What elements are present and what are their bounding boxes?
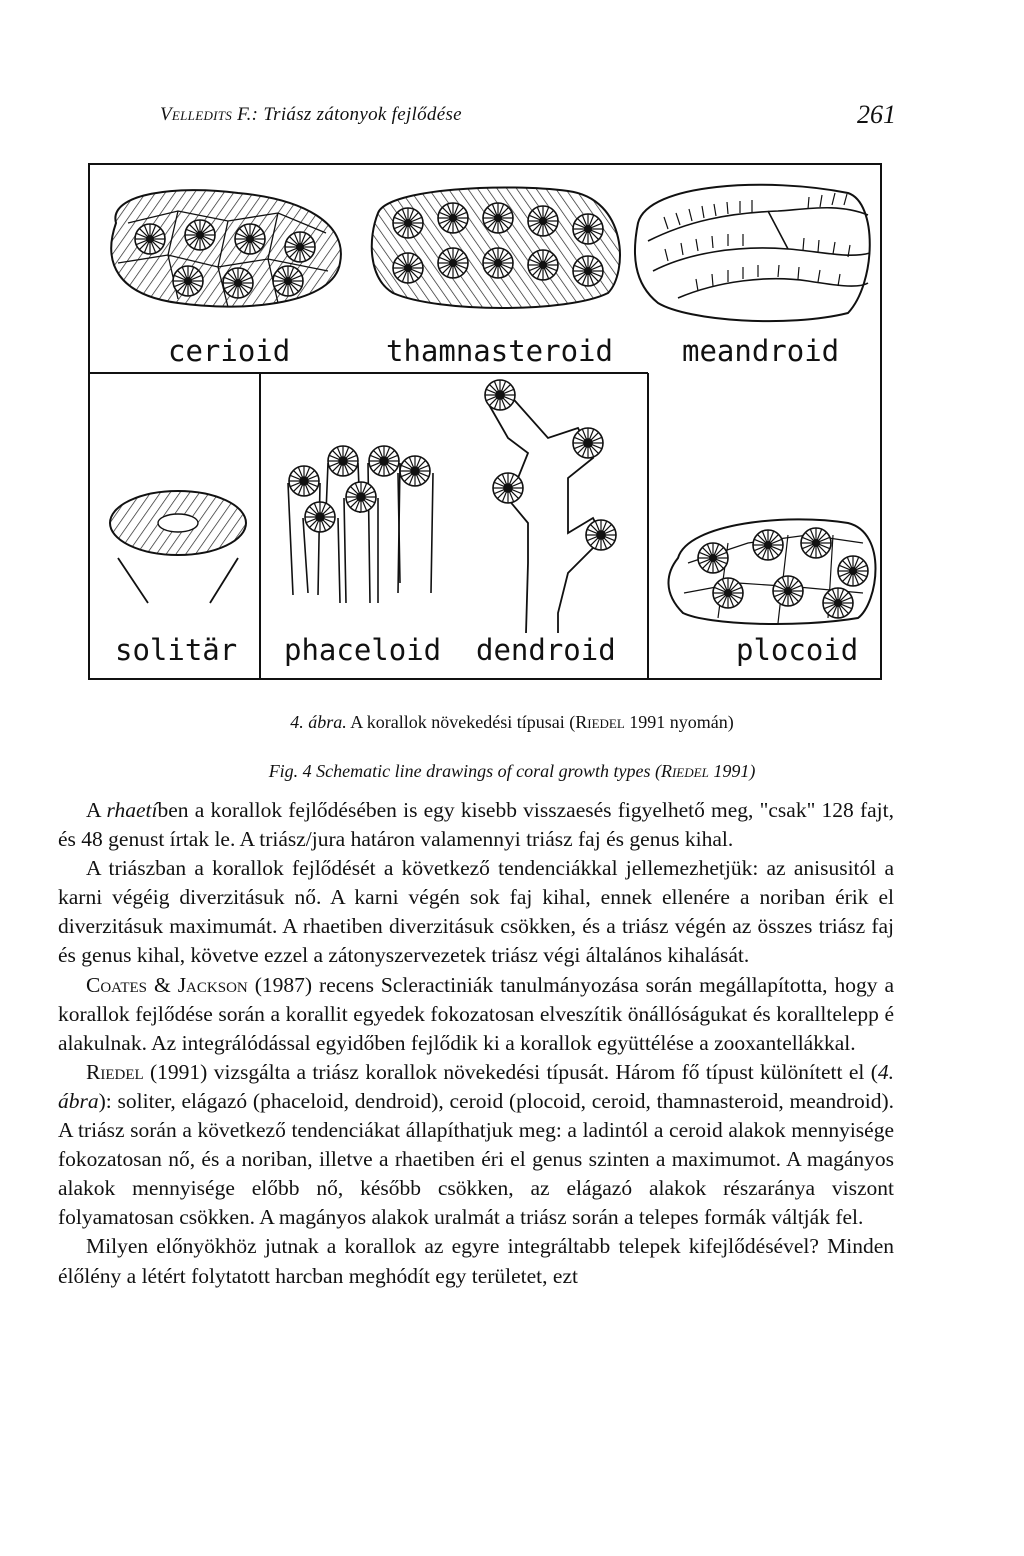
coral-growth-types-figure <box>88 163 896 683</box>
p3-rest: (1987) recens Scleractiniák tanulmányozása során megállapította, hogy a korallok fejlődése során a korallit egyedek fokozatosan elveszítik önállóságukat és koralltelepp é alakulnak. Az integrálódással egyidőben fejlődik ki a korallok együttélése a zooxantellákkal. <box>58 972 895 1055</box>
running-header <box>160 100 896 140</box>
caption-en-text-after: 1991) <box>708 761 756 781</box>
figure-number: 4. ábra. <box>290 712 347 732</box>
thamnasteroid-drawing <box>372 187 620 308</box>
paragraph-4 <box>58 1058 894 1233</box>
figure-caption-hungarian <box>0 712 1024 733</box>
meandroid-label: meandroid <box>682 334 840 368</box>
p4-part1: (1991) vizsgálta a triász korallok növekedési típusát. Három fő típust különített el ( <box>143 1059 878 1084</box>
paragraph-1 <box>58 796 894 854</box>
solitar-label: solitär <box>115 633 238 667</box>
p4-author: Riedel <box>86 1059 144 1084</box>
plocoid-drawing <box>668 519 875 624</box>
running-author: Velledits F. <box>160 104 252 125</box>
caption-en-text-before: Fig. 4 Schematic line drawings of coral growth types ( <box>268 761 661 781</box>
caption-hu-text-before: A korallok növekedési típusai ( <box>350 712 576 732</box>
p1-italic: rhaetí <box>106 798 158 822</box>
page-number: 261 <box>857 100 896 129</box>
paragraph-3 <box>58 971 894 1058</box>
cerioid-drawing <box>111 190 341 307</box>
p4-part2: ): soliter, elágazó (phaceloid, dendroid), ceroid (plocoid, ceroid, thamnasteroid, meandroid). A triász során a következő tendenciákat állapíthatjuk meg: a ladintól a ceroid alakok mennyisége fokozatosan nő, és a noriban, illetve a rhaetiben éri el genus szinten a maximumot. A magányos alakok mennyisége előbb nő, később csökken, az elágazó alakok részaránya viszont folyamatosan csökken. A magányos alakok uralmát a triász során a telepes formák váltják fel. <box>58 1088 894 1230</box>
meandroid-drawing <box>635 185 870 321</box>
dendroid-label: dendroid <box>476 633 616 667</box>
phaceloid-label: phaceloid <box>284 633 442 667</box>
thamnasteroid-label: thamnasteroid <box>386 334 613 368</box>
caption-en-author: Riedel <box>660 761 709 781</box>
caption-hu-author: Riedel <box>575 712 625 732</box>
p3-author: Coates & Jackson <box>86 972 248 997</box>
cerioid-label: cerioid <box>168 334 291 368</box>
p4-figure-ref: 4. ábra <box>58 1059 894 1113</box>
solitar-drawing <box>110 491 246 603</box>
paragraph-2: A triászban a korallok fejlődését a következő tendenciákkal jellemezhetjük: az anisusitól a karni végéig diverzitásuk nő. A karni végén sok faj kihal, ennek ellenére a noriban érik el diverzitásuk maximumát. A rhaetiben diverzitásuk csökken, és a triász végén az összes triász faj és genus kihal, követve ezzel a zátonyszervezetek triász végi általános kihalását. <box>58 856 894 968</box>
p1-rest: ben a korallok fejlődésében is egy kisebb visszaesés figyelhető meg, "csak" 128 fajt, és 48 genust írtak le. A triász/jura határon valamennyi triász faj és genus kihal. <box>58 798 895 852</box>
phaceloid-drawing <box>288 446 433 603</box>
paragraph-5: Milyen előnyökhöz jutnak a korallok az egyre integráltabb telepek kifejlődésével? Minden élőlény a létért folytatott harcban meghódít egy területet, ezt <box>58 1234 894 1288</box>
p1-lead: A <box>86 798 107 822</box>
running-title <box>160 104 462 126</box>
caption-hu-text-after: 1991 nyomán) <box>624 712 734 732</box>
dendroid-drawing <box>485 380 616 633</box>
body-text <box>58 796 894 1291</box>
figure-caption-english <box>0 761 1024 782</box>
running-title-text: : Triász zátonyok fejlődése <box>251 104 462 125</box>
plocoid-label: plocoid <box>736 633 859 667</box>
